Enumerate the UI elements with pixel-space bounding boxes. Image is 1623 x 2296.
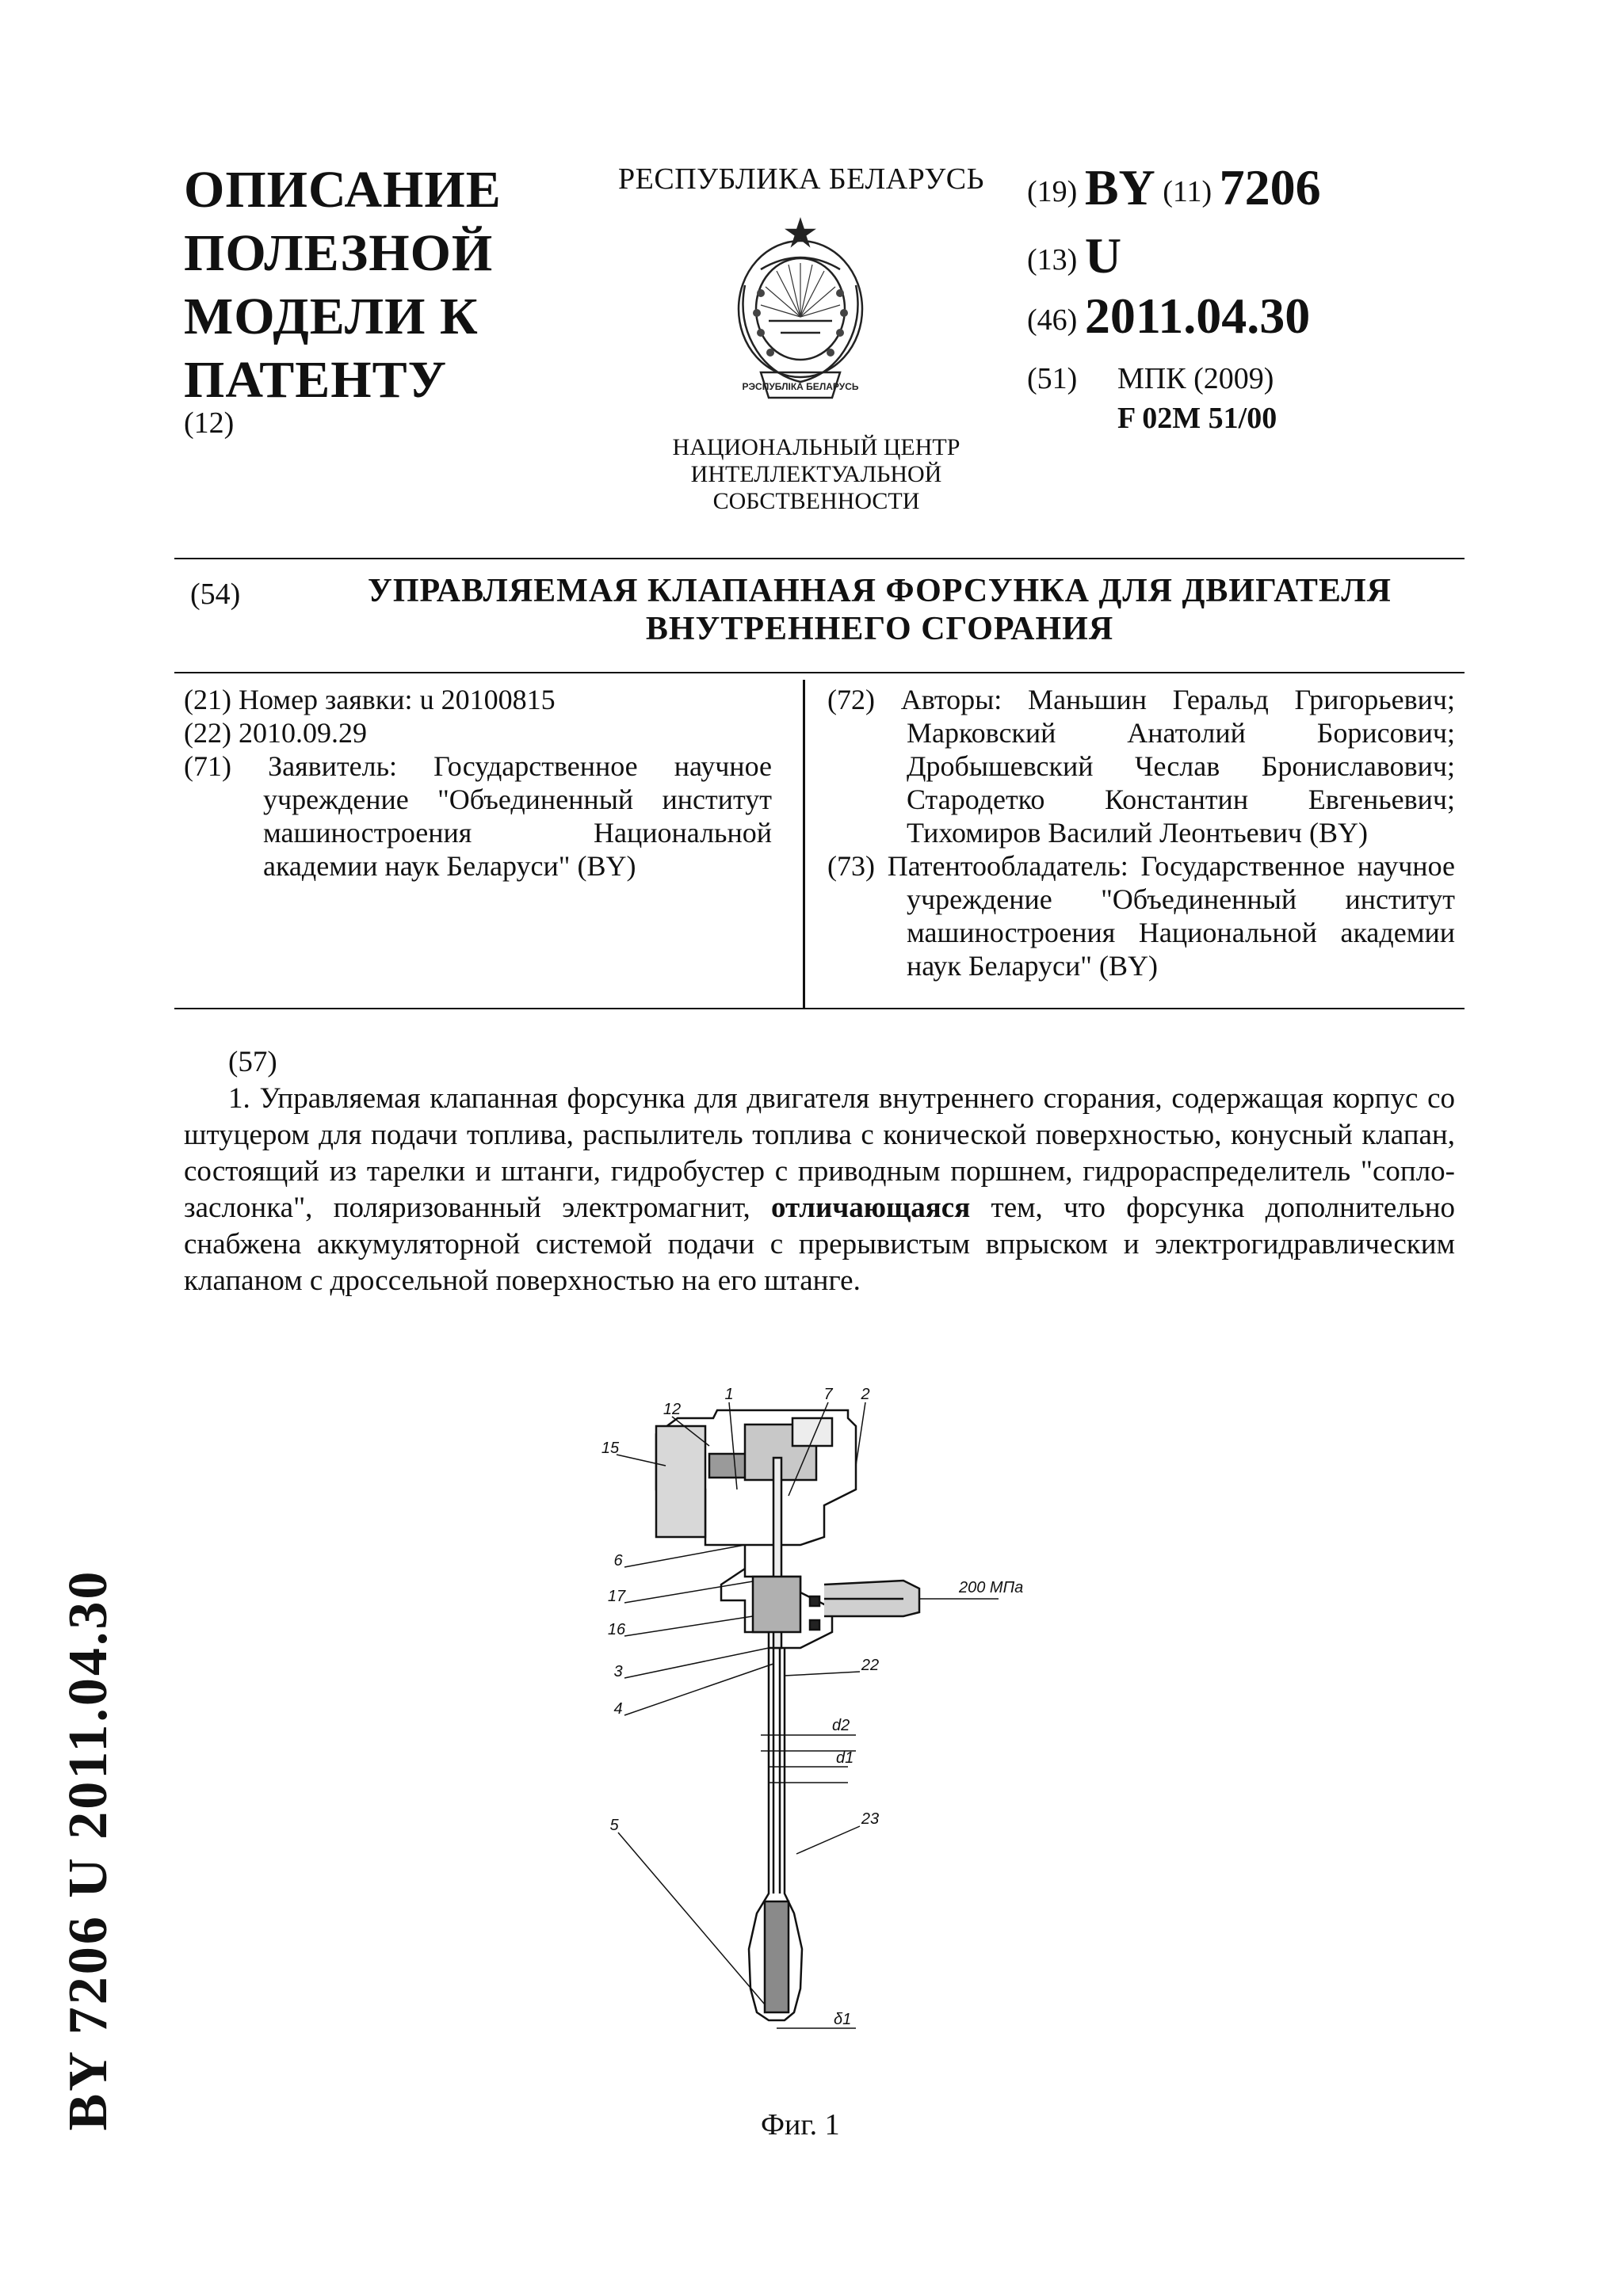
applicant: (71) Заявитель: Государственное научное учреждение "Объединенный институт машиностроения Национальной академии наук Беларуси" (BY) — [184, 750, 772, 882]
label-part-12: 12 — [663, 1401, 682, 1418]
kind-code: U — [1084, 227, 1122, 284]
country-code: BY — [1084, 159, 1155, 215]
label-part-23: 23 — [861, 1810, 880, 1828]
label-part-22: 22 — [861, 1657, 880, 1674]
inid-code-11: (11) — [1163, 175, 1212, 208]
title-line: ОПИСАНИЕ — [184, 161, 502, 219]
invention-title-line: УПРАВЛЯЕМАЯ КЛАПАННАЯ ФОРСУНКА ДЛЯ ДВИГАТЕЛЯ — [368, 573, 1392, 609]
label-part-17: 17 — [607, 1588, 626, 1605]
title-line: ПОЛЕЗНОЙ — [184, 224, 494, 282]
inid-code-46: (46) — [1027, 303, 1078, 337]
ipc-class: F 02M 51/00 — [1117, 402, 1277, 435]
national-center-name — [650, 434, 983, 515]
side-stamp-text: BY 7206 U 2011.04.30 — [58, 1569, 119, 2131]
claims-section — [184, 1044, 1455, 1299]
title-line: ПАТЕНТУ — [184, 351, 448, 409]
divider — [174, 672, 1465, 673]
invention-title — [238, 572, 1522, 648]
injector-drawing — [586, 1379, 1062, 2076]
title-line: МОДЕЛИ К — [184, 288, 479, 345]
label-delta1: δ1 — [834, 2011, 852, 2028]
side-stamp — [41, 1545, 136, 2155]
filing-date: (22) 2010.09.29 — [184, 717, 367, 749]
invention-title-line: ВНУТРЕННЕГО СГОРАНИЯ — [645, 611, 1114, 647]
divider — [174, 1008, 1465, 1009]
column-divider — [803, 680, 805, 1008]
republic-name: РЕСПУБЛИКА БЕЛАРУСЬ — [618, 162, 984, 196]
label-part-6: 6 — [613, 1552, 623, 1569]
patentee: (73) Патентообладатель: Государственное научное учреждение "Объединенный институт машиностроения Национальной академии наук Беларуси" (BY) — [827, 850, 1455, 982]
ipc-edition: МПК (2009) — [1117, 362, 1274, 395]
emblem-ribbon-text: РЭСПУБЛІКА БЕЛАРУСЬ — [742, 381, 859, 392]
label-part-16: 16 — [607, 1621, 626, 1638]
patent-number: 7206 — [1219, 159, 1321, 215]
label-part-3: 3 — [613, 1663, 623, 1680]
inid-code-19: (19) — [1027, 175, 1078, 208]
divider — [174, 558, 1465, 559]
rights-holders — [827, 683, 1455, 982]
application-details — [184, 683, 772, 883]
authors: (72) Авторы: Маньшин Геральд Григорьевич; Марковский Анатолий Борисович; Дробышевский Чеслав Брониславович; Стародетко Константин Евгеньевич; Тихомиров Василий Леонтьевич (BY) — [827, 684, 1455, 849]
publication-date: 2011.04.30 — [1084, 288, 1311, 344]
label-part-7: 7 — [823, 1386, 833, 1403]
characterizing-keyword: отличающаяся — [771, 1192, 971, 1224]
center-line: НАЦИОНАЛЬНЫЙ ЦЕНТР — [672, 434, 960, 460]
inid-code-12: (12) — [184, 406, 235, 440]
label-d1: d1 — [836, 1749, 854, 1767]
document-type-title — [184, 158, 502, 412]
inid-code-57: (57) — [228, 1046, 277, 1078]
label-d2: d2 — [832, 1717, 850, 1734]
label-part-2: 2 — [861, 1386, 870, 1403]
center-line: СОБСТВЕННОСТИ — [712, 488, 920, 514]
label-part-4: 4 — [613, 1700, 623, 1718]
claim-1: 1. Управляемая клапанная форсунка для двигателя внутреннего сгорания, содержащая корпус со штуцером для подачи топлива, распылитель топлива с конической поверхностью, конусный клапан, состоящий из тарелки и штанги, гидробустер с приводным поршнем, гидрораспределитель "сопло-заслонка", поляризованный электромагнит, отличающаяся тем, что форсунка дополнительно снабжена аккумуляторной системой подачи с прерывистым впрыском и электрогидравлическим клапаном с дроссельной поверхностью на его штанге. — [184, 1082, 1455, 1297]
label-part-1: 1 — [724, 1386, 734, 1403]
label-pressure: 200 МПа — [959, 1579, 1024, 1596]
country-and-number — [1027, 158, 1321, 217]
state-emblem-icon — [713, 214, 888, 412]
publication-date-row — [1027, 287, 1310, 345]
inid-code-51: (51) — [1027, 362, 1078, 395]
center-line: ИНТЕЛЛЕКТУАЛЬНОЙ — [690, 461, 942, 487]
inid-code-54: (54) — [190, 578, 241, 611]
application-number: (21) Номер заявки: u 20100815 — [184, 684, 556, 715]
kind-code-row — [1027, 227, 1121, 285]
label-part-5: 5 — [609, 1817, 619, 1834]
figure-caption: Фиг. 1 — [761, 2108, 840, 2142]
label-part-15: 15 — [601, 1440, 620, 1457]
inid-code-13: (13) — [1027, 243, 1078, 277]
